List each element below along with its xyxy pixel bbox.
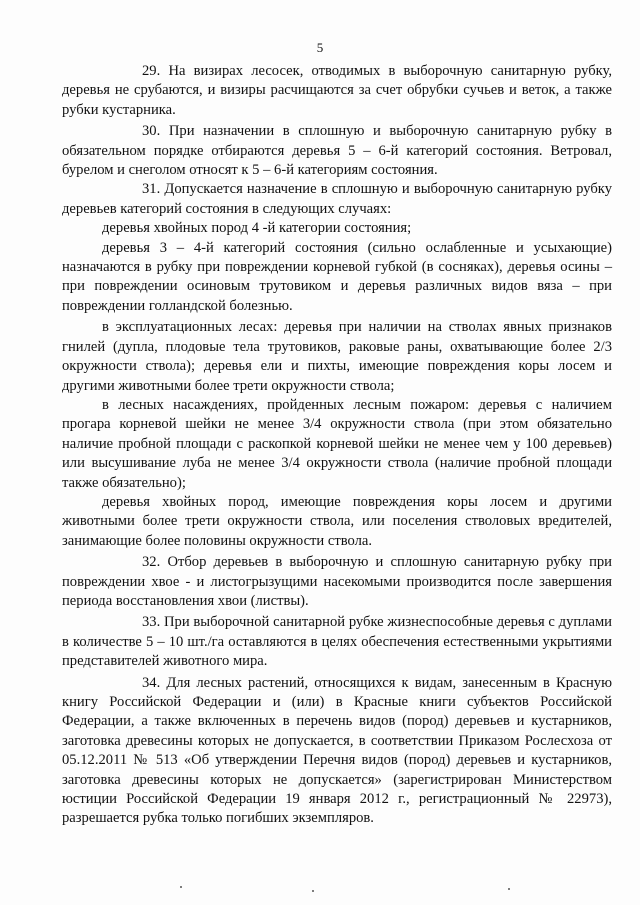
paragraph-29 [62,62,612,120]
paragraph-text: в лесных насаждениях, пройденных лесным пожаром: деревья с наличием прогара корневой шейки не менее 3/4 окружности ствола (при этом обязательно наличие пробной площади с раскопкой корневой шейки не менее чем у 100 деревьев) или высушивание луба не менее 3/4 окружности ствола (наличие пробной площади также обязательно); [62,396,612,491]
paragraph-number: 32. [142,554,161,571]
paragraph-text: При выборочной санитарной рубке жизнеспособные деревья с дуплами в количестве 5 – 10 шт./га оставляются в целях обеспечения естественными укрытиями представителей животного мира. [62,614,612,670]
paragraph-text: в эксплуатационных лесах: деревья при наличии на стволах явных признаков гнилей (дупла, плодовые тела трутовиков, раковые раны, охватывающие более 2/3 окружности ствола); деревья ели и пихты, имеющие повреждения коры лосем и другими животными более трети окружности ствола; [62,319,612,394]
paragraph-text: деревья хвойных пород 4 -й категории состояния; [102,220,412,237]
paragraph-30 [62,122,612,180]
scan-speck [180,886,182,888]
paragraph-text: Допускается назначение в сплошную и выборочную санитарную рубку деревьев категорий состояния в следующих случаях: [62,181,612,217]
paragraph-number: 30. [142,123,161,140]
paragraph-31-item-5 [62,493,612,551]
paragraph-number: 31. [142,181,161,198]
paragraph-31-item-1 [62,219,612,238]
paragraph-31-item-2 [62,239,612,317]
paragraph-31-item-3 [62,318,612,396]
paragraph-33 [62,613,612,671]
paragraph-32 [62,553,612,611]
paragraph-text: При назначении в сплошную и выборочную санитарную рубку в обязательном порядке отбираются деревья 5 – 6-й категорий состояния. Ветровал, бурелом и снеголом относят к 5 – 6-й категориям состояния. [62,123,612,179]
paragraph-text: Для лесных растений, относящихся к видам, занесенным в Красную книгу Российской Федерации и (или) в Красные книги субъектов Российской Федерации, а также включенных в перечень видов (пород) деревьев и кустарников, заготовка древесины которых не допускается, в соответствии Приказом Рослесхоза от 05.12.2011 № 513 «Об утверждении Перечня видов (пород) деревьев и кустарников, заготовка древесины которых не допускается» (зарегистрирован Министерством юстиции Российской Федерации 19 января 2012 г., регистрационный № 22973), разрешается рубка только погибших экземпляров. [62,674,612,827]
paragraph-31 [62,180,612,219]
paragraph-text: деревья 3 – 4-й категорий состояния (сильно ослабленные и усыхающие) назначаются в рубку при повреждении корневой губкой (в сосняках), деревья осины – при повреждении осиновым трутовиком и деревья различных видов вяза – при повреждении голландской болезнью. [62,239,612,314]
paragraph-text: Отбор деревьев в выборочную и сплошную санитарную рубку при повреждении хвое - и листогрызущими насекомыми производится после завершения периода восстановления хвои (листвы). [62,554,612,609]
paragraph-31-item-4 [62,396,612,493]
paragraph-number: 34. [142,674,161,691]
paragraph-number: 29. [142,63,161,79]
paragraph-text: На визирах лесосек, отводимых в выборочную санитарную рубку, деревья не срубаются, и визиры расчищаются за счет обрубки сучьев и веток, а также рубки кустарника. [62,63,612,118]
page-number: 5 [316,40,324,55]
paragraph-34 [62,674,612,829]
paragraph-number: 33. [142,614,161,631]
scan-speck [508,888,510,890]
scan-speck [312,890,314,892]
document-body [62,62,612,829]
paragraph-text: деревья хвойных пород, имеющие повреждения коры лосем и другими животными более трети окружности ствола, или поселения стволовых вредителей, занимающие более половины окружности ствола. [62,493,612,549]
